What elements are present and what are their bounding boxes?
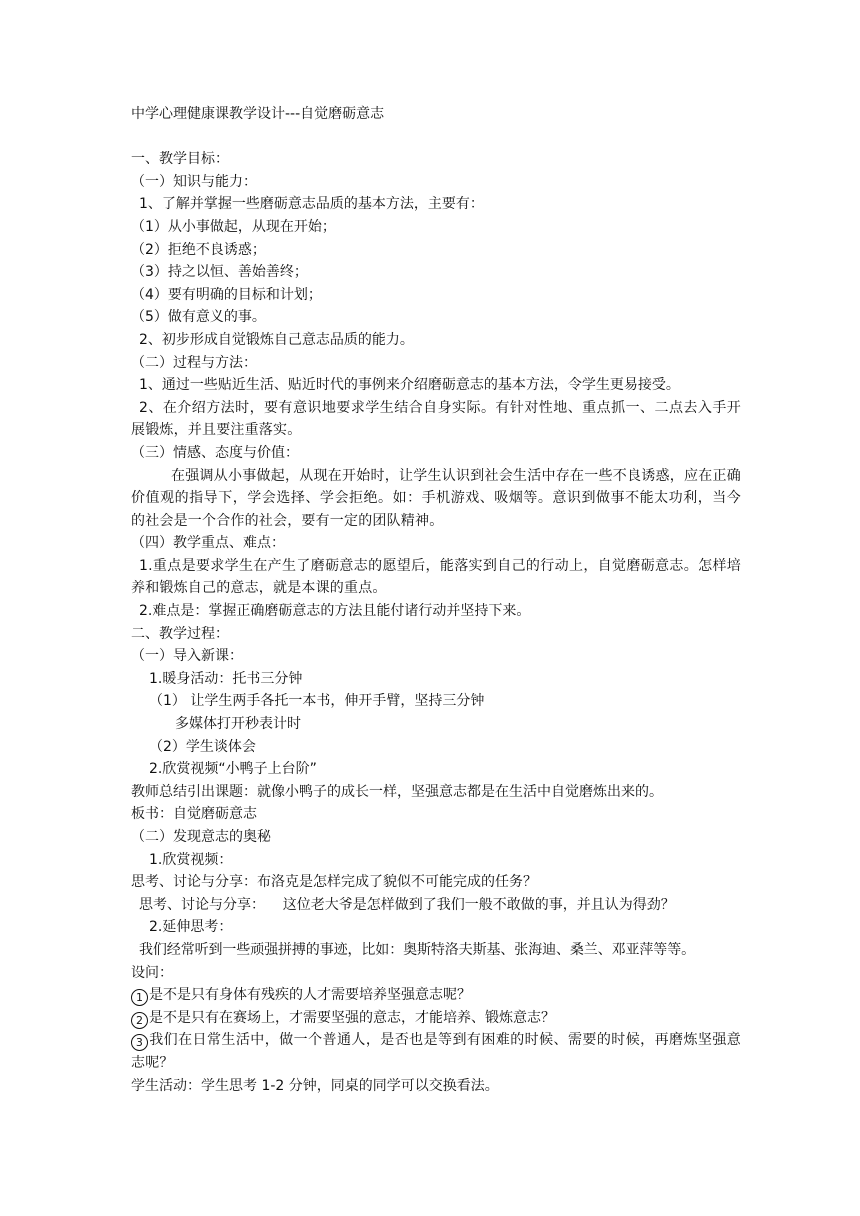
text-line: 2.难点是：掌握正确磨砺意志的方法且能付诸行动并坚持下来。 — [139, 603, 531, 620]
subsection-heading: （三）情感、态度与价值： — [131, 444, 299, 461]
text-line: 学生活动：学生思考 1-2 分钟，同桌的同学可以交换看法。 — [131, 1077, 499, 1094]
text-line: 1.欣赏视频： — [149, 851, 233, 868]
question-item — [131, 1029, 741, 1074]
subsection-heading: （一）知识与能力： — [131, 173, 257, 190]
list-item: （4）要有明确的目标和计划； — [131, 286, 322, 303]
text-line: 教师总结引出课题：就像小鸭子的成长一样，坚强意志都是在生活中自觉磨炼出来的。 — [131, 783, 663, 800]
list-item: （3）持之以恒、善始善终； — [131, 264, 308, 281]
text-line: 我们经常听到一些顽强拼搏的事迹，比如：奥斯特洛夫斯基、张海迪、桑兰、邓亚萍等等。 — [139, 941, 695, 958]
section-heading: 二、教学过程： — [131, 625, 229, 642]
text-line: 多媒体打开秒表计时 — [175, 716, 301, 733]
text-line: 2.欣赏视频“小鸭子上台阶” — [149, 761, 317, 778]
list-item: （5）做有意义的事。 — [131, 309, 266, 326]
document-body — [131, 103, 741, 1097]
text-line: 1.暖身活动：托书三分钟 — [149, 670, 303, 687]
question-text: 是不是只有在赛场上，才需要坚强的意志，才能培养、锻炼意志？ — [149, 1009, 555, 1026]
list-item: （1）从小事做起，从现在开始； — [131, 218, 336, 235]
subsection-heading: （四）教学重点、难点： — [131, 535, 285, 552]
question-text: 我们在日常生活中，做一个普通人，是否也是等到有困难的时候、需要的时候，再磨炼坚强意志呢？ — [131, 1032, 741, 1071]
section-heading: 一、教学目标： — [131, 151, 229, 168]
paragraph-text: 1.重点是要求学生在产生了磨砺意志的愿望后，能落实到自己的行动上，自觉磨砺意志。怎样培养和锻炼自己的意志，就是本课的重点。 — [131, 557, 741, 597]
text-line: 思考、讨论与分享：布洛克是怎样完成了貌似不可能完成的任务？ — [131, 874, 537, 891]
subsection-heading: （二）发现意志的奥秘 — [131, 829, 271, 845]
text-line: 2、初步形成自觉锻炼自己意志品质的能力。 — [139, 331, 414, 348]
question-item — [131, 984, 741, 1007]
paragraph-text: 在强调从小事做起，从现在开始时，让学生认识到社会生活中存在一些不良诱惑，应在正确价值观的指导下，学会选择、学会拒绝。如：手机游戏、吸烟等。意识到做事不能太功利，当今的社会是一个合作的社会，要有一定的团队精神。 — [131, 467, 741, 529]
circled-number-marker: 2 — [131, 1012, 148, 1029]
document-title: 中学心理健康课教学设计---自觉磨砺意志 — [131, 106, 385, 122]
subsection-heading: （二）过程与方法： — [131, 354, 257, 371]
question-item — [131, 1007, 741, 1030]
circled-number-marker: 1 — [131, 989, 148, 1006]
circled-number-marker: 3 — [131, 1034, 148, 1051]
text-line: 设问： — [131, 964, 173, 981]
subsection-heading: （一）导入新课： — [131, 648, 243, 665]
text-line: 思考、讨论与分享： 这位老大爷是怎样做到了我们一般不敢做的事，并且认为得劲？ — [139, 896, 675, 913]
list-item: （2）学生谈体会 — [149, 738, 256, 755]
paragraph — [131, 555, 741, 600]
paragraph — [131, 397, 741, 442]
list-item: （1） 让学生两手各托一本书，伸开手臂，坚持三分钟 — [149, 693, 485, 710]
text-line: 1、了解并掌握一些磨砺意志品质的基本方法，主要有： — [139, 196, 484, 213]
list-item: （2）拒绝不良诱惑； — [131, 241, 266, 258]
text-line: 2.延伸思考： — [149, 919, 233, 936]
paragraph — [131, 465, 741, 533]
text-line: 板书：自觉磨砺意志 — [131, 806, 257, 823]
text-line: 1、通过一些贴近生活、贴近时代的事例来介绍磨砺意志的基本方法，令学生更易接受。 — [139, 377, 680, 394]
paragraph-text: 2、在介绍方法时，要有意识地要求学生结合自身实际。有针对性地、重点抓一、二点去入手开展锻炼，并且要注重落实。 — [131, 399, 741, 439]
question-text: 是不是只有身体有残疾的人才需要培养坚强意志呢？ — [149, 987, 471, 1004]
